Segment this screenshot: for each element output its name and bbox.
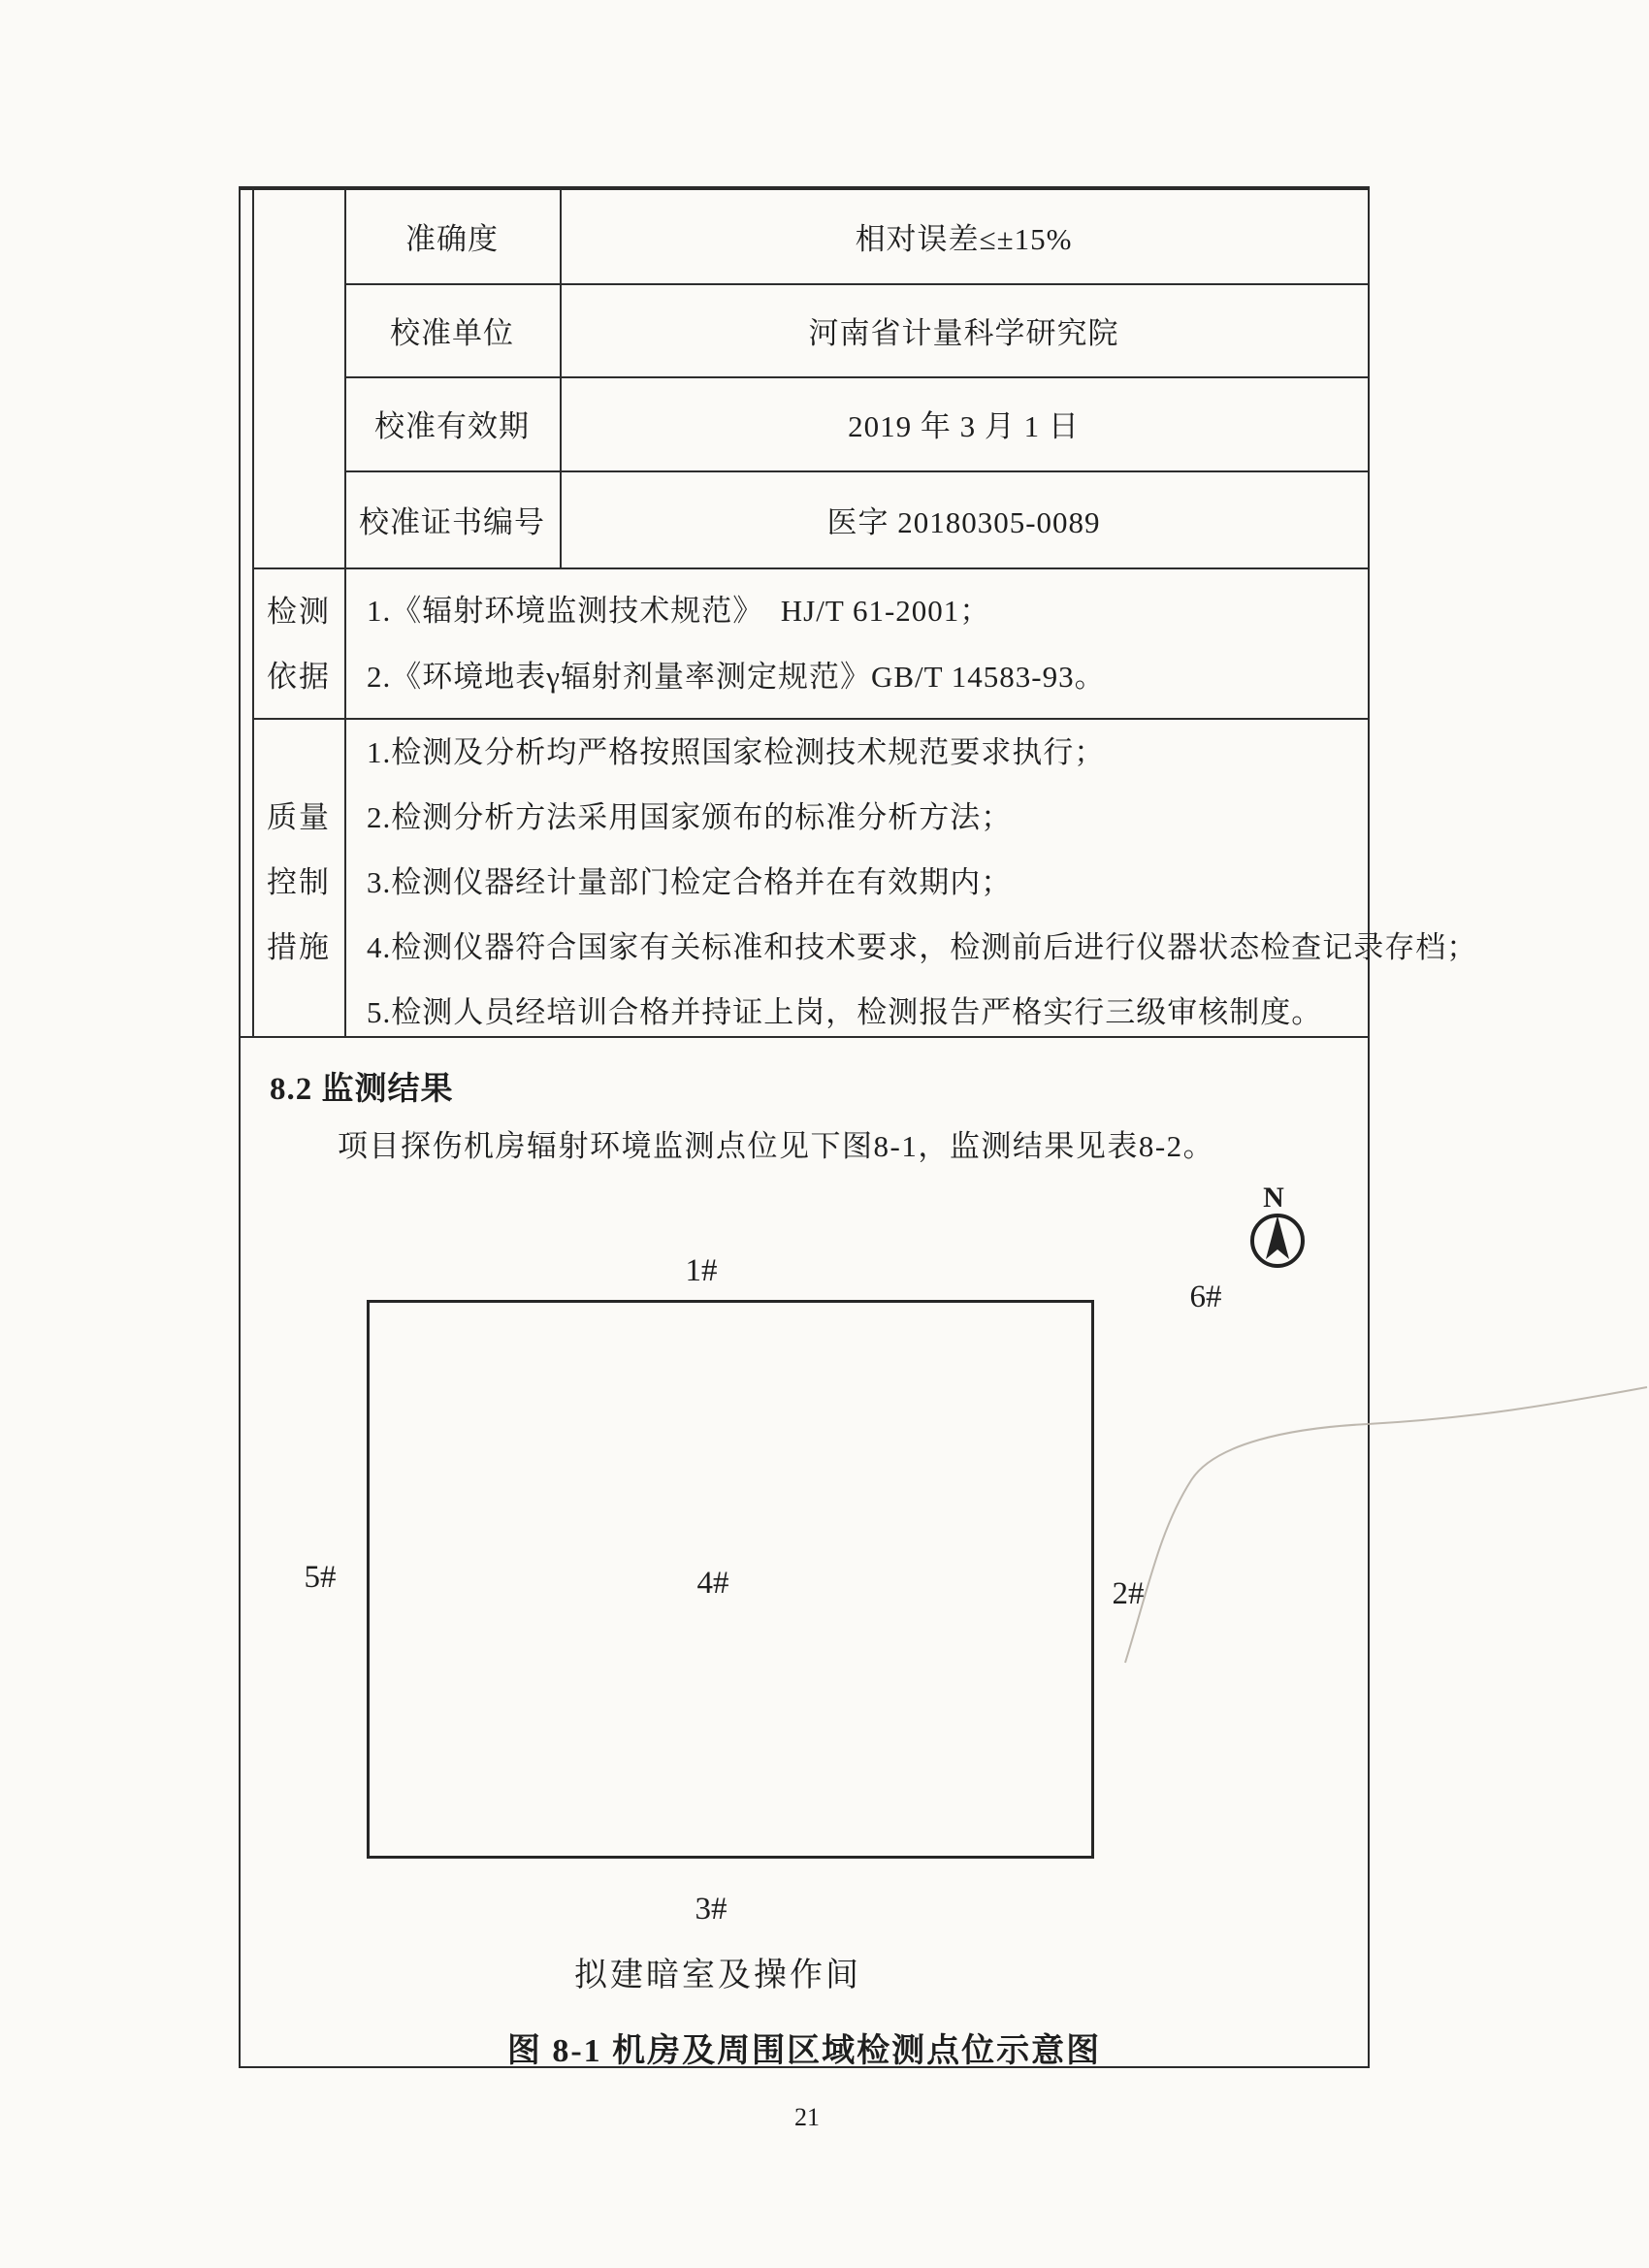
quality-control-item: 2.检测分析方法采用国家颁布的标准分析方法；	[367, 800, 1013, 834]
quality-control-item: 4.检测仪器符合国家有关标准和技术要求，检测前后进行仪器状态检查记录存档；	[367, 930, 1478, 964]
detection-basis-item: 2.《环境地表γ辐射剂量率测定规范》GB/T 14583-93。	[367, 660, 1106, 694]
monitor-point-1: 1#	[685, 1253, 718, 1288]
row-label-calibration-validity: 校准有效期	[374, 409, 530, 443]
quality-control-item: 5.检测人员经培训合格并持证上岗，检测报告严格实行三级审核制度。	[367, 995, 1323, 1029]
quality-control-header-line2: 控制	[267, 865, 331, 899]
detection-basis-header-line2: 依据	[267, 660, 331, 694]
section-heading: 8.2 监测结果	[270, 1072, 454, 1107]
row-label-calibration-unit: 校准单位	[390, 315, 514, 350]
compass-north-label: N	[1263, 1182, 1284, 1214]
table-row-divider	[252, 718, 1368, 720]
monitor-point-6: 6#	[1189, 1280, 1222, 1314]
monitor-point-5: 5#	[304, 1560, 337, 1595]
page-number: 21	[794, 2103, 820, 2131]
table-row-divider	[252, 567, 1368, 569]
monitor-point-4: 4#	[696, 1566, 729, 1601]
row-label-certificate-number: 校准证书编号	[359, 504, 545, 539]
building-label: 拟建暗室及操作间	[574, 1958, 861, 1993]
figure-caption: 图 8-1 机房及周围区域检测点位示意图	[506, 2033, 1102, 2069]
row-value-accuracy: 相对误差≤±15%	[855, 221, 1073, 256]
quality-control-item: 3.检测仪器经计量部门检定合格并在有效期内；	[367, 865, 1013, 899]
row-label-accuracy: 准确度	[405, 221, 499, 256]
compass-icon	[1247, 1209, 1308, 1271]
row-value-certificate-number: 医字 20180305-0089	[826, 504, 1101, 539]
row-value-calibration-validity: 2019 年 3 月 1 日	[848, 409, 1080, 443]
quality-control-item: 1.检测及分析均严格按照国家检测技术规范要求执行；	[367, 735, 1106, 769]
monitor-point-3: 3#	[695, 1892, 728, 1927]
detection-basis-item: 1.《辐射环境监测技术规范》 HJ/T 61-2001；	[367, 594, 991, 628]
quality-control-header-line1: 质量	[267, 800, 331, 834]
row-value-calibration-unit: 河南省计量科学研究院	[808, 315, 1119, 350]
table-bottom-border	[241, 1036, 1368, 1038]
section-paragraph: 项目探伤机房辐射环境监测点位见下图8-1，监测结果见表8-2。	[338, 1129, 1215, 1163]
darkroom-outline	[367, 1300, 1094, 1859]
monitor-point-2: 2#	[1112, 1576, 1145, 1611]
detection-basis-header-line1: 检测	[267, 595, 331, 629]
quality-control-header-line3: 措施	[267, 930, 331, 964]
